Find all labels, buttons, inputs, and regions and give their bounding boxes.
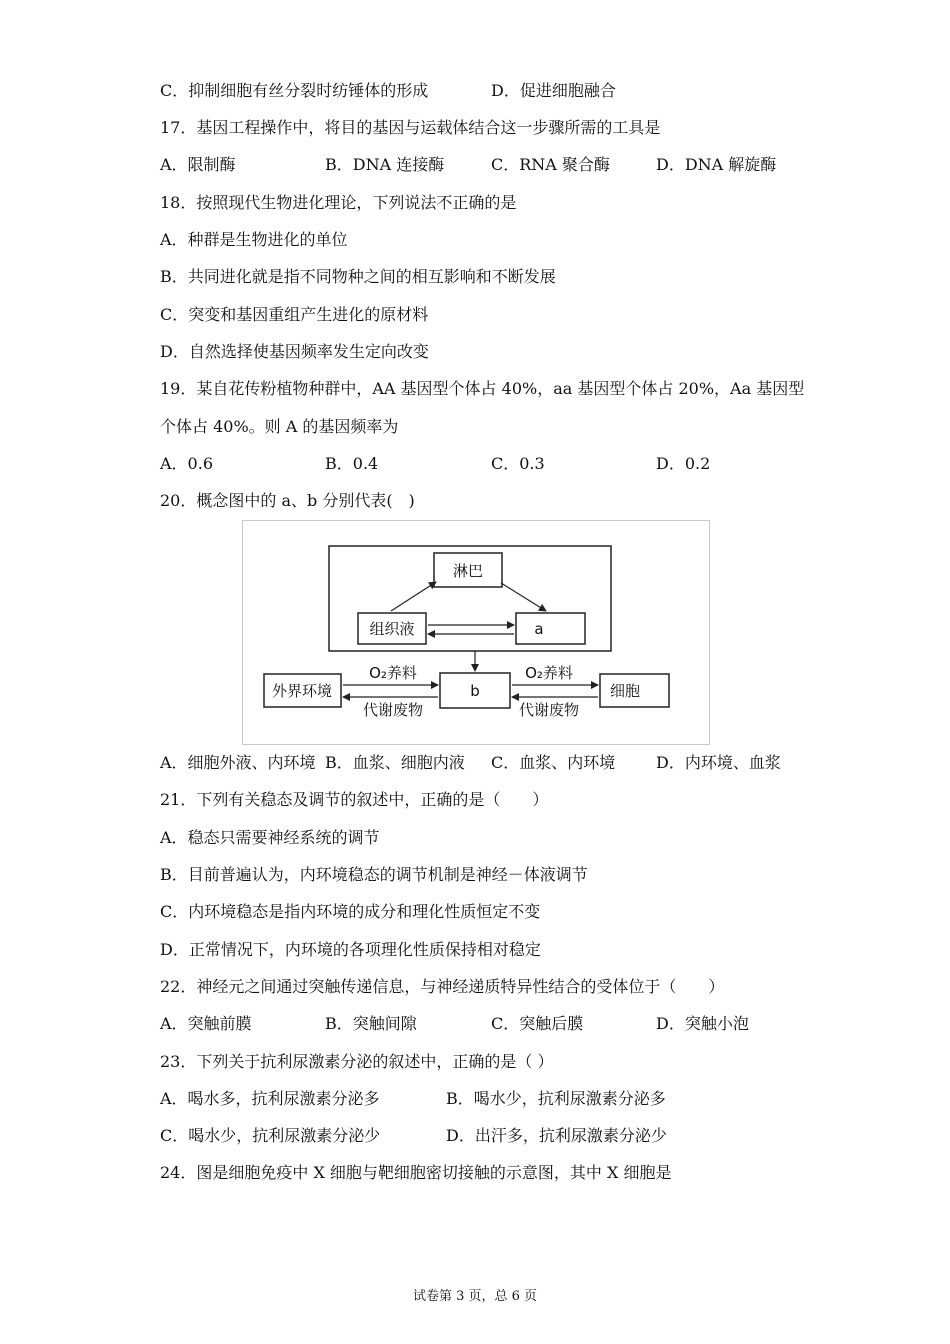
q18-option-a: A．种群是生物进化的单位: [160, 230, 348, 249]
q19-stem-line1: 19．某自花传粉植物种群中，AA 基因型个体占 40%，aa 基因型个体占 20%，Aa 基因型: [160, 379, 805, 398]
q16-option-c: C．抑制细胞有丝分裂时纺锤体的形成: [160, 81, 429, 100]
q21-stem: 21．下列有关稳态及调节的叙述中，正确的是（ ）: [160, 790, 549, 809]
q23-option-a: A．喝水多，抗利尿激素分泌多: [160, 1089, 380, 1108]
a-box: [516, 613, 585, 644]
q20-option-c: C．血浆、内环境: [491, 753, 616, 772]
outside-environment-label: 外界环境: [271, 682, 333, 700]
q20-option-b: B．血浆、细胞内液: [325, 753, 465, 772]
q17-option-c: C．RNA 聚合酶: [491, 155, 610, 174]
b-label: b: [470, 682, 480, 700]
o2-nutrients-left-label: O₂养料: [369, 664, 417, 682]
q24-stem: 24．图是细胞免疫中 X 细胞与靶细胞密切接触的示意图，其中 X 细胞是: [160, 1163, 672, 1182]
q19-option-b: B．0.4: [325, 454, 379, 473]
q18-option-d: D．自然选择使基因频率发生定向改变: [160, 342, 429, 361]
waste-left-label: 代谢废物: [362, 701, 424, 719]
q20-stem: 20．概念图中的 a、b 分别代表( ): [160, 491, 415, 510]
q19-option-c: C．0.3: [491, 454, 545, 473]
q19-option-d: D．0.2: [656, 454, 711, 473]
concept-diagram: [242, 520, 710, 745]
q21-option-c: C．内环境稳态是指内环境的成分和理化性质恒定不变: [160, 902, 541, 921]
q18-option-b: B．共同进化就是指不同物种之间的相互影响和不断发展: [160, 267, 556, 286]
q21-option-d: D．正常情况下，内环境的各项理化性质保持相对稳定: [160, 940, 541, 959]
waste-right-label: 代谢废物: [518, 701, 580, 719]
q20-option-a: A．细胞外液、内环境: [160, 753, 316, 772]
q22-option-c: C．突触后膜: [491, 1014, 584, 1033]
q21-option-b: B．目前普遍认为，内环境稳态的调节机制是神经－体液调节: [160, 865, 588, 884]
q17-option-a: A．限制酶: [160, 155, 236, 174]
tissue-fluid-label: 组织液: [369, 620, 415, 638]
q23-option-d: D．出汗多，抗利尿激素分泌少: [446, 1126, 667, 1145]
o2-nutrients-right-label: O₂养料: [525, 664, 573, 682]
lymph-label: 淋巴: [452, 562, 484, 580]
q18-option-c: C．突变和基因重组产生进化的原材料: [160, 305, 429, 324]
q22-option-a: A．突触前膜: [160, 1014, 252, 1033]
q21-option-a: A．稳态只需要神经系统的调节: [160, 828, 380, 847]
q23-option-c: C．喝水少，抗利尿激素分泌少: [160, 1126, 381, 1145]
q23-stem: 23．下列关于抗利尿激素分泌的叙述中，正确的是（ ）: [160, 1052, 554, 1071]
q18-stem: 18．按照现代生物进化理论，下列说法不正确的是: [160, 193, 517, 212]
q22-option-b: B．突触间隙: [325, 1014, 417, 1033]
q17-stem: 17．基因工程操作中，将目的基因与运载体结合这一步骤所需的工具是: [160, 118, 661, 137]
q19-option-a: A．0.6: [160, 454, 214, 473]
q16-option-d: D．促进细胞融合: [491, 81, 616, 100]
q22-option-d: D．突触小泡: [656, 1014, 749, 1033]
q22-stem: 22．神经元之间通过突触传递信息，与神经递质特异性结合的受体位于（ ）: [160, 977, 725, 996]
q23-option-b: B．喝水少，抗利尿激素分泌多: [446, 1089, 666, 1108]
a-label: a: [534, 620, 544, 638]
q17-option-b: B．DNA 连接酶: [325, 155, 445, 174]
cell-label: 细胞: [609, 682, 641, 700]
q20-option-d: D．内环境、血浆: [656, 753, 781, 772]
page-footer: 试卷第 3 页，总 6 页: [412, 1289, 538, 1304]
q19-stem-line2: 个体占 40%。则 A 的基因频率为: [160, 417, 399, 436]
q17-option-d: D．DNA 解旋酶: [656, 155, 777, 174]
